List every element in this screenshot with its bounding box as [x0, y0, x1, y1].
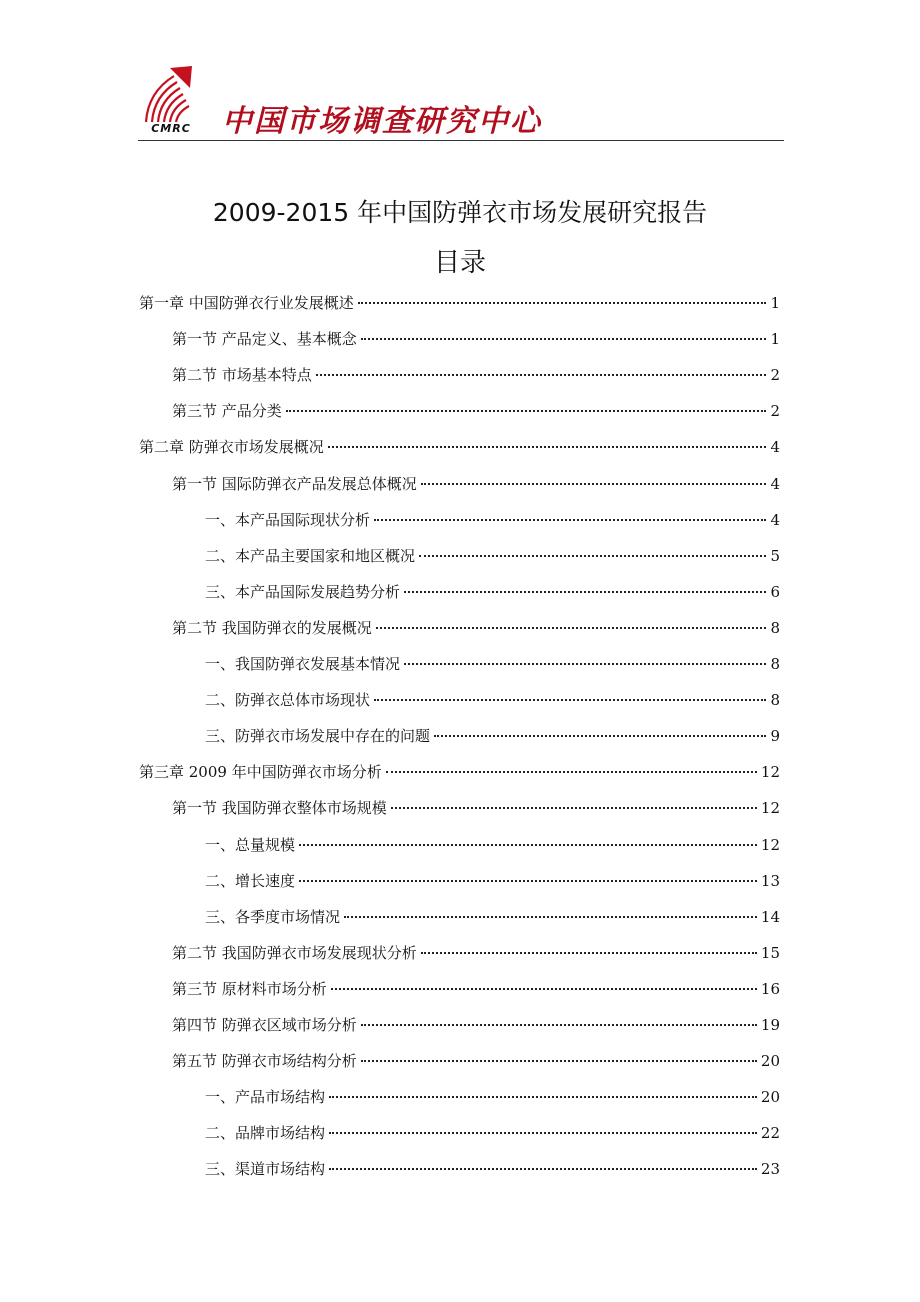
toc-entry[interactable] [172, 941, 780, 965]
toc-entry-page: 22 [760, 1124, 780, 1143]
toc-entry[interactable] [205, 508, 780, 532]
toc-dot-leader [329, 1131, 757, 1134]
toc-dot-leader [329, 1095, 757, 1098]
toc-entry-label: 第二节 我国防弹衣的发展概况 [172, 618, 372, 637]
toc-entry[interactable] [172, 1013, 780, 1037]
logo-text: CMRC [151, 122, 191, 135]
toc-entry-label: 第二节 市场基本特点 [172, 366, 312, 385]
toc-dot-leader [361, 1023, 757, 1026]
toc-dot-leader [419, 554, 766, 557]
toc-entry[interactable] [139, 291, 780, 315]
toc-entry[interactable] [205, 1121, 780, 1145]
toc-dot-leader [404, 662, 766, 665]
toc-entry-label: 一、产品市场结构 [205, 1088, 326, 1107]
toc-entry-label: 第一节 产品定义、基本概念 [172, 330, 357, 349]
toc-dot-leader [358, 301, 767, 304]
toc-entry-page: 5 [770, 546, 780, 565]
toc-entry-label: 三、本产品国际发展趋势分析 [205, 582, 401, 601]
toc-dot-leader [344, 915, 757, 918]
toc-entry[interactable] [172, 363, 780, 387]
toc-entry-page: 13 [760, 871, 780, 890]
toc-entry-label: 三、各季度市场情况 [205, 907, 341, 926]
toc-entry[interactable] [205, 869, 780, 893]
toc-entry-page: 20 [760, 1052, 780, 1071]
toc-dot-leader [361, 1059, 757, 1062]
toc-entry-page: 4 [770, 474, 780, 493]
toc-entry-page: 16 [760, 979, 780, 998]
toc-entry[interactable] [172, 327, 780, 351]
toc-entry-label: 第三章 2009 年中国防弹衣市场分析 [139, 763, 382, 782]
toc-entry-label: 三、防弹衣市场发展中存在的问题 [205, 727, 431, 746]
toc-entry-page: 8 [770, 691, 780, 710]
toc-entry-page: 4 [770, 510, 780, 529]
toc-entry[interactable] [205, 1157, 780, 1181]
toc-entry[interactable] [172, 796, 780, 820]
toc-entry[interactable] [205, 833, 780, 857]
toc-entry-label: 第四节 防弹衣区域市场分析 [172, 1016, 357, 1034]
toc-entry[interactable] [205, 905, 780, 929]
toc-dot-leader [421, 951, 757, 954]
toc-entry[interactable] [139, 760, 780, 784]
toc-entry-label: 第二章 防弹衣市场发展概况 [139, 438, 324, 457]
toc-entry-label: 第二节 我国防弹衣市场发展现状分析 [172, 943, 417, 962]
toc-dot-leader [299, 879, 757, 882]
toc-entry-page: 8 [770, 618, 780, 637]
organization-name: 中国市场调查研究中心 [222, 104, 542, 139]
toc-entry-page: 14 [760, 907, 780, 926]
toc-entry-label: 三、渠道市场结构 [205, 1160, 326, 1179]
toc-entry-page: 1 [770, 330, 780, 349]
toc-dot-leader [329, 1167, 757, 1170]
toc-entry-page: 20 [760, 1088, 780, 1107]
toc-entry[interactable] [205, 652, 780, 676]
toc-entry-label: 第一节 我国防弹衣整体市场规模 [172, 799, 387, 818]
toc-entry-page: 12 [760, 799, 780, 818]
toc-entry-page: 15 [760, 943, 780, 962]
document-title: 2009-2015 年中国防弹衣市场发展研究报告 [212, 198, 708, 227]
toc-entry-label: 一、我国防弹衣发展基本情况 [205, 655, 401, 673]
toc-dot-leader [316, 373, 767, 376]
toc-entry[interactable] [172, 977, 780, 1001]
toc-dot-leader [421, 482, 767, 485]
toc-entry-page: 6 [770, 582, 780, 601]
toc-dot-leader [331, 987, 757, 990]
toc-entry[interactable] [205, 688, 780, 712]
toc-dot-leader [286, 409, 767, 412]
toc-heading: 目录 [433, 248, 486, 278]
page-header [138, 60, 784, 141]
toc-dot-leader [386, 770, 757, 773]
toc-entry-page: 19 [760, 1016, 780, 1034]
toc-entry[interactable] [205, 544, 780, 568]
toc-entry[interactable] [172, 616, 780, 640]
toc-entry[interactable] [205, 580, 780, 604]
toc-entry-label: 二、品牌市场结构 [205, 1124, 326, 1143]
toc-entry-label: 第五节 防弹衣市场结构分析 [172, 1052, 357, 1071]
toc-entry-page: 23 [760, 1160, 780, 1179]
toc-entry[interactable] [205, 724, 780, 748]
toc-dot-leader [434, 734, 766, 737]
toc-entry-label: 第一节 国际防弹衣产品发展总体概况 [172, 474, 417, 493]
toc-entry-page: 2 [770, 402, 780, 421]
toc-entry-page: 12 [760, 763, 780, 782]
toc-entry-page: 2 [770, 366, 780, 385]
toc-entry[interactable] [139, 435, 780, 459]
toc-dot-leader [404, 590, 766, 593]
toc-dot-leader [299, 843, 757, 846]
toc-dot-leader [374, 698, 766, 701]
toc-dot-leader [328, 445, 767, 448]
toc-entry[interactable] [172, 399, 780, 423]
toc-entry[interactable] [172, 472, 780, 496]
toc-entry-page: 4 [770, 438, 780, 457]
toc-entry-label: 二、增长速度 [205, 871, 296, 890]
toc-dot-leader [361, 337, 767, 340]
toc-entry-page: 8 [770, 655, 780, 673]
toc-entry-label: 一、总量规模 [205, 835, 296, 854]
toc-entry[interactable] [205, 1085, 780, 1109]
toc-dot-leader [374, 518, 766, 521]
toc-entry-label: 第三节 产品分类 [172, 402, 282, 421]
toc-entry-label: 二、本产品主要国家和地区概况 [205, 546, 416, 565]
toc-entry-label: 二、防弹衣总体市场现状 [205, 691, 371, 710]
toc-entry-page: 12 [760, 835, 780, 854]
toc-entry-label: 一、本产品国际现状分析 [205, 510, 371, 529]
toc-entry[interactable] [172, 1049, 780, 1073]
toc-entry-label: 第一章 中国防弹衣行业发展概述 [139, 294, 354, 312]
toc-dot-leader [391, 806, 757, 809]
toc-entry-page: 9 [770, 727, 780, 746]
toc-entry-page: 1 [770, 294, 780, 312]
toc-dot-leader [376, 626, 767, 629]
toc-entry-label: 第三节 原材料市场分析 [172, 979, 327, 998]
